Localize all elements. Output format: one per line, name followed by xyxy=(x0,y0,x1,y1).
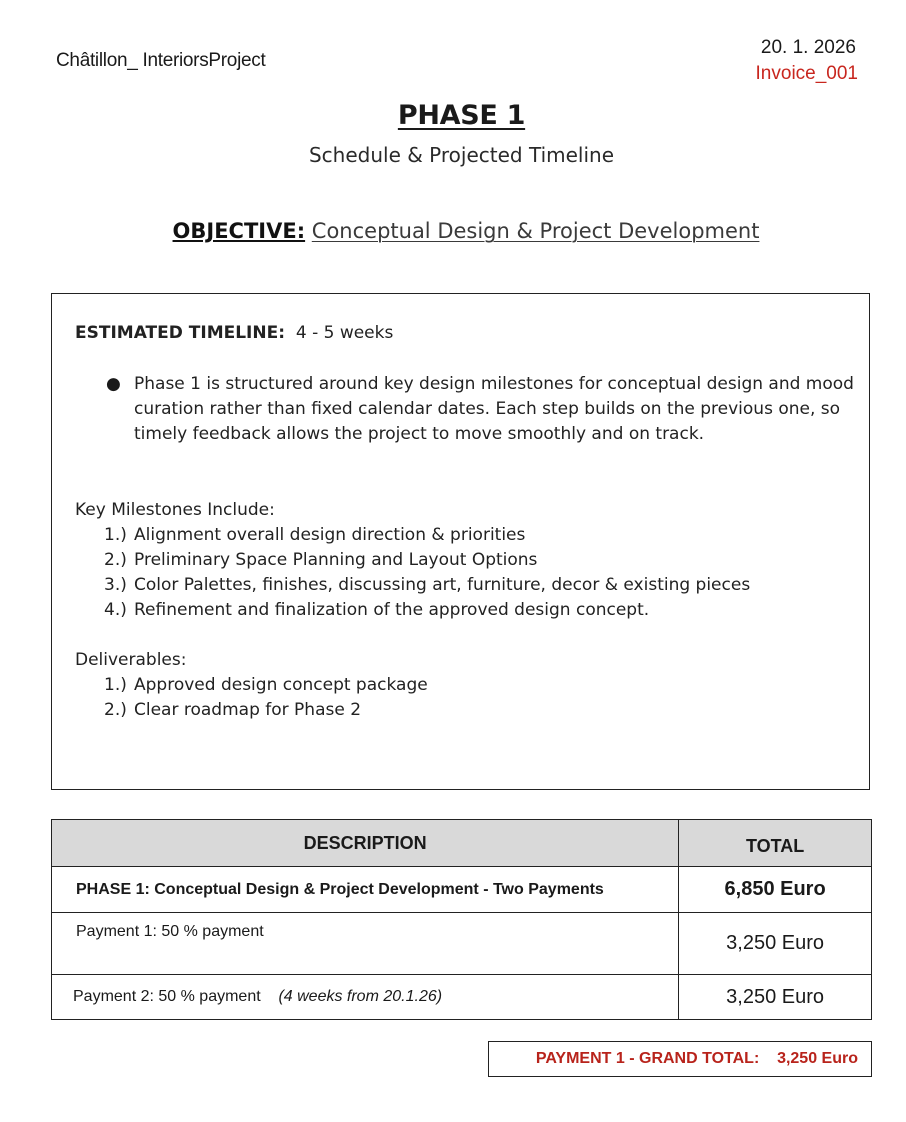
payment1-total: 3,250 Euro xyxy=(679,913,872,975)
list-item xyxy=(104,698,428,723)
payment2-total: 3,250 Euro xyxy=(679,975,872,1020)
invoice-number: Invoice_001 xyxy=(755,63,858,84)
table-header-row xyxy=(52,820,872,867)
deliverables-list xyxy=(104,673,428,723)
list-item xyxy=(104,673,428,698)
list-text: Clear roadmap for Phase 2 xyxy=(134,700,362,720)
deliverables-heading: Deliverables: xyxy=(75,650,187,670)
payment1-description: Payment 1: 50 % payment xyxy=(52,913,679,975)
objective-line xyxy=(0,219,906,243)
objective-text: Conceptual Design & Project Development xyxy=(311,219,760,243)
list-number: 1.) xyxy=(104,675,127,695)
estimated-timeline xyxy=(75,321,393,346)
timeline-value: 4 - 5 weeks xyxy=(295,323,394,343)
payment2-note: (4 weeks from 20.1.26) xyxy=(278,988,443,1005)
list-number: 4.) xyxy=(104,600,127,620)
list-item xyxy=(104,573,750,598)
list-number: 1.) xyxy=(104,525,127,545)
header-total: TOTAL xyxy=(679,820,872,867)
grand-total-value: 3,250 Euro xyxy=(777,1050,858,1067)
header-description: DESCRIPTION xyxy=(52,820,679,867)
list-item xyxy=(104,598,750,623)
payment2-cell xyxy=(52,975,679,1020)
main-description: PHASE 1: Conceptual Design & Project Development - Two Payments xyxy=(52,867,679,913)
table-row xyxy=(52,867,872,913)
list-text: Preliminary Space Planning and Layout Options xyxy=(134,550,538,570)
grand-total-label: PAYMENT 1 - GRAND TOTAL: xyxy=(535,1050,760,1067)
main-total: 6,850 Euro xyxy=(679,867,872,913)
list-text: Refinement and finalization of the approved design concept. xyxy=(134,600,650,620)
list-text: Alignment overall design direction & priorities xyxy=(134,525,526,545)
timeline-label: ESTIMATED TIMELINE: xyxy=(75,323,286,343)
list-item xyxy=(104,523,750,548)
phase-title: PHASE 1 xyxy=(397,100,526,131)
table-row xyxy=(52,975,872,1020)
fee-table xyxy=(51,819,872,1020)
payment2-description: Payment 2: 50 % payment xyxy=(73,988,261,1005)
phase-description: Phase 1 is structured around key design milestones for conceptual design and mood curation rather than fixed calendar dates. Each step builds on the previous one, so timely feedback allows the project to move smoothly and on track. xyxy=(134,374,854,444)
list-number: 3.) xyxy=(104,575,127,595)
milestones-list xyxy=(104,523,750,623)
milestones-heading: Key Milestones Include: xyxy=(75,500,275,520)
list-text: Color Palettes, finishes, discussing art, furniture, decor & existing pieces xyxy=(134,575,751,595)
objective-label: OBJECTIVE: xyxy=(172,219,306,243)
grand-total-box xyxy=(488,1041,872,1077)
project-name: Châtillon_ InteriorsProject xyxy=(56,50,266,71)
list-text: Approved design concept package xyxy=(134,675,428,695)
phase-subtitle: Schedule & Projected Timeline xyxy=(308,143,615,167)
invoice-date: 20. 1. 2026 xyxy=(760,37,856,58)
table-row xyxy=(52,913,872,975)
bullet-icon: ● xyxy=(106,374,121,394)
list-number: 2.) xyxy=(104,700,127,720)
list-item xyxy=(104,548,750,573)
list-number: 2.) xyxy=(104,550,127,570)
